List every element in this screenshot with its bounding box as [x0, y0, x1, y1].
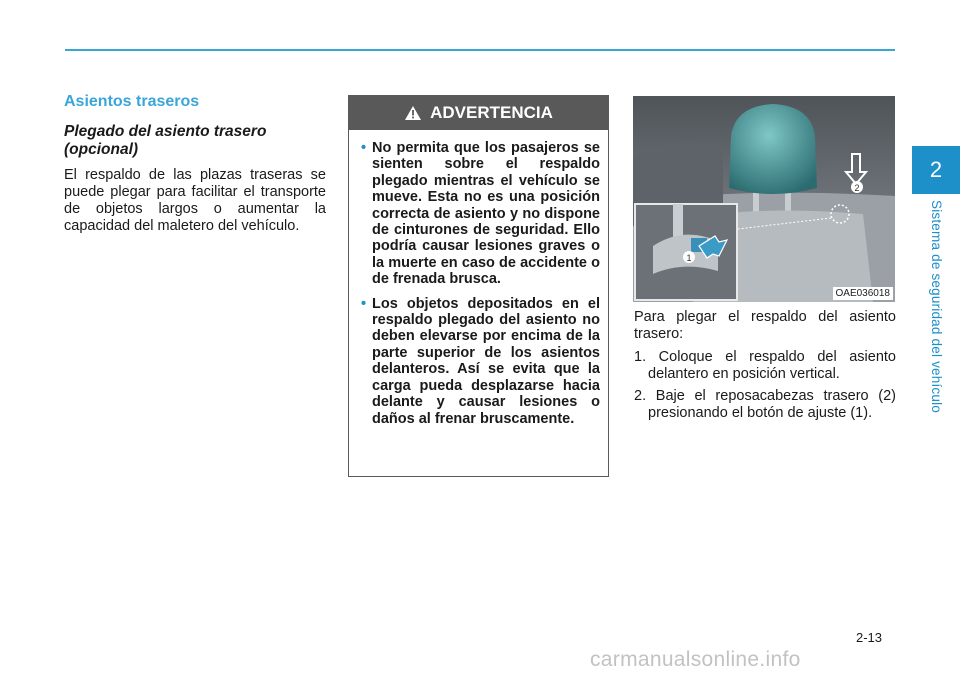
callout-1: 1 [686, 253, 692, 263]
warning-triangle-icon [404, 105, 422, 121]
bullet-icon: • [361, 295, 367, 312]
warning-header [349, 96, 608, 130]
chapter-title: Sistema de seguridad del vehículo [929, 200, 944, 413]
top-rule [65, 49, 895, 51]
figure-code: OAE036018 [833, 287, 894, 300]
step-item: 1. Coloque el respaldo del asiento delantero en posición vertical. [634, 349, 896, 382]
chapter-tab [912, 146, 960, 194]
warning-title: ADVERTENCIA [430, 103, 553, 122]
subsection-title: Plegado del asiento trasero (opcional) [64, 123, 267, 158]
left-column [64, 93, 326, 235]
watermark: carmanualsonline.info [590, 648, 801, 671]
warning-item-text: No permita que los pasajeros se sienten sobre el respaldo plegado mientras el vehículo se mueve. Esta no es una posición correcta de asiento y no dispone de cinturones de seguridad. Ello podría causar lesiones graves o la muerte en caso de accidente o de frenada brusca. [372, 140, 600, 288]
warning-item-text: Los objetos depositados en el respaldo plegado del asiento no deben elevarse por encima de la parte superior de los asientos delanteros. Así se evita que la carga pueda desplazarse hacia delante y causar lesiones o daños al frenar bruscamente. [372, 295, 600, 427]
headrest-illustration [633, 96, 895, 302]
instructions-intro: Para plegar el respaldo del asiento trasero: [634, 309, 896, 342]
warning-box [348, 95, 609, 477]
page-number: 2-13 [856, 630, 883, 645]
intro-paragraph: El respaldo de las plazas traseras se puede plegar para facilitar el transporte de objetos largos o aumentar la capacidad del maletero del vehículo. [64, 167, 326, 234]
section-title: Asientos traseros [64, 93, 200, 110]
right-column [634, 309, 896, 427]
warning-item [361, 140, 600, 288]
headrest-illustration-svg [633, 96, 895, 302]
steps-list [634, 349, 896, 422]
callout-2: 2 [854, 183, 860, 193]
warning-list [349, 130, 608, 427]
warning-item [361, 296, 600, 427]
chapter-number: 2 [929, 157, 943, 182]
step-item: 2. Baje el reposacabezas trasero (2) presionando el botón de ajuste (1). [634, 388, 896, 421]
bullet-icon: • [361, 140, 367, 156]
